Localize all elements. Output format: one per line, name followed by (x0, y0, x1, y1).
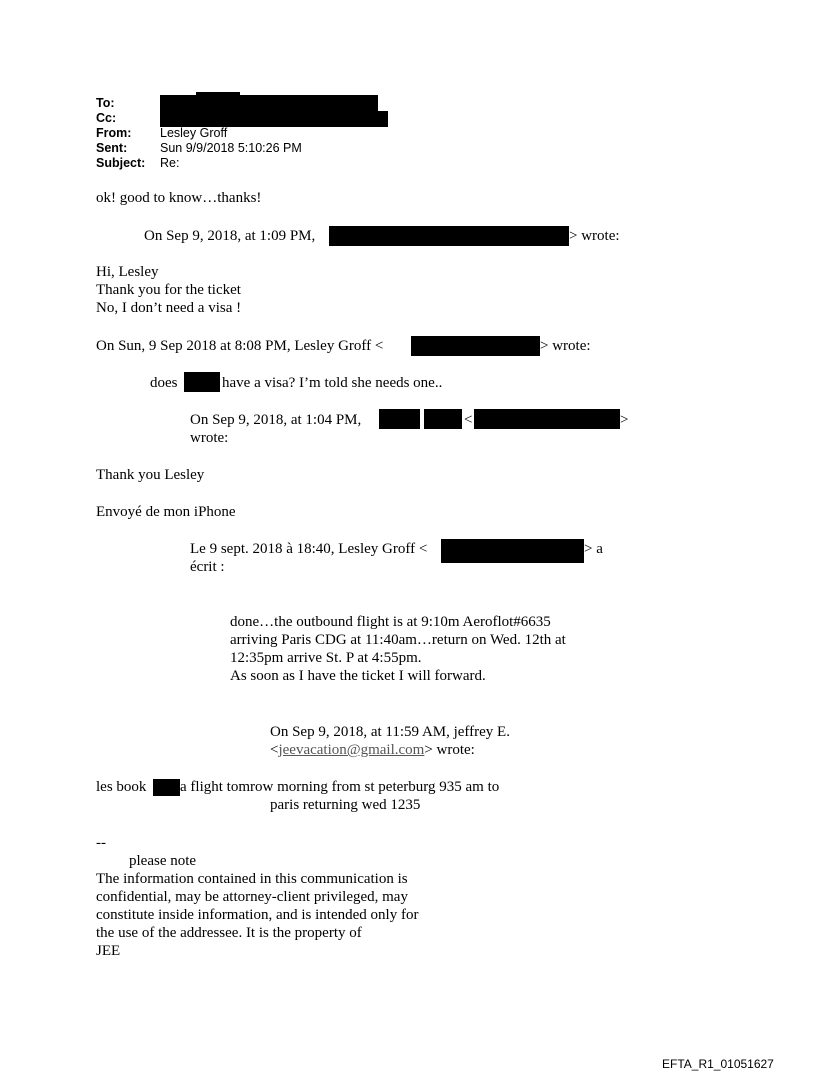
quote5-tail: > wrote: (424, 742, 475, 758)
msg2-line3: No, I don’t need a visa ! (96, 300, 242, 316)
quote1-tail: > wrote: (569, 228, 620, 244)
sender-email-link[interactable]: jeevacation@gmail.com (278, 742, 425, 758)
quote3-wrote: wrote: (190, 430, 229, 446)
redaction-cc (160, 111, 388, 127)
quote2-tail: > wrote: (540, 338, 591, 354)
redaction-quote3-email (474, 409, 620, 429)
quote3-gt: > (620, 412, 629, 428)
redaction-quote3-first (379, 409, 420, 429)
signature-line1: please note (129, 853, 197, 869)
sent-value: Sun 9/9/2018 5:10:26 PM (160, 141, 302, 155)
msg2-line1: Hi, Lesley (96, 264, 159, 280)
quote3-lt: < (464, 412, 473, 428)
quote3-lead: On Sep 9, 2018, at 1:04 PM, (190, 412, 362, 428)
quote4-tail: > a (584, 541, 603, 557)
document-id: EFTA_R1_01051627 (662, 1057, 774, 1071)
reply-top: ok! good to know…thanks! (96, 190, 262, 206)
msg5-line4: As soon as I have the ticket I will forward. (230, 668, 486, 684)
cc-label: Cc: (96, 111, 117, 125)
redaction-quote3-last (424, 409, 462, 429)
from-label: From: (96, 126, 132, 140)
to-label: To: (96, 96, 115, 110)
signature-line3: confidential, may be attorney-client privileged, may (96, 889, 408, 905)
from-value: Lesley Groff (160, 126, 228, 140)
msg3-lead: does (150, 375, 178, 391)
subject-value: Re: (160, 156, 180, 170)
redaction-quote1-sender (329, 226, 569, 246)
msg5-line2: arriving Paris CDG at 11:40am…return on Wed. 12th at (230, 632, 566, 648)
redaction-to-top (196, 92, 240, 98)
msg4-line1: Thank you Lesley (96, 467, 205, 483)
redaction-msg6-name (153, 779, 180, 796)
quote5-lt: < (270, 742, 279, 758)
redaction-to (160, 95, 378, 111)
subject-label: Subject: (96, 156, 146, 170)
msg6-line2: paris returning wed 1235 (270, 797, 421, 813)
msg3-tail: have a visa? I’m told she needs one.. (222, 375, 443, 391)
quote4-line2: écrit : (190, 559, 225, 575)
redaction-msg3-name (184, 372, 220, 392)
signature-line2: The information contained in this communication is (96, 871, 408, 887)
signature-line6: JEE (96, 943, 121, 959)
msg2-line2: Thank you for the ticket (96, 282, 241, 298)
msg5-line1: done…the outbound flight is at 9:10m Aeroflot#6635 (230, 614, 551, 630)
signature-line5: the use of the addressee. It is the property of (96, 925, 362, 941)
quote2-lead: On Sun, 9 Sep 2018 at 8:08 PM, Lesley Groff < (96, 338, 384, 354)
signature-line4: constitute inside information, and is intended only for (96, 907, 419, 923)
quote4-lead: Le 9 sept. 2018 à 18:40, Lesley Groff < (190, 541, 428, 557)
signature-dashes: -- (96, 835, 106, 851)
msg4-line2: Envoyé de mon iPhone (96, 504, 236, 520)
quote1-lead: On Sep 9, 2018, at 1:09 PM, (144, 228, 316, 244)
sent-label: Sent: (96, 141, 128, 155)
quote5-line2 (270, 741, 475, 759)
msg5-line3: 12:35pm arrive St. P at 4:55pm. (230, 650, 422, 666)
redaction-quote2-email (411, 336, 540, 356)
quote5-line1: On Sep 9, 2018, at 11:59 AM, jeffrey E. (270, 724, 510, 740)
msg6-tail: a flight tomrow morning from st peterburg 935 am to (180, 779, 500, 795)
msg6-lead: les book (96, 779, 147, 795)
redaction-quote4-email (441, 539, 584, 563)
